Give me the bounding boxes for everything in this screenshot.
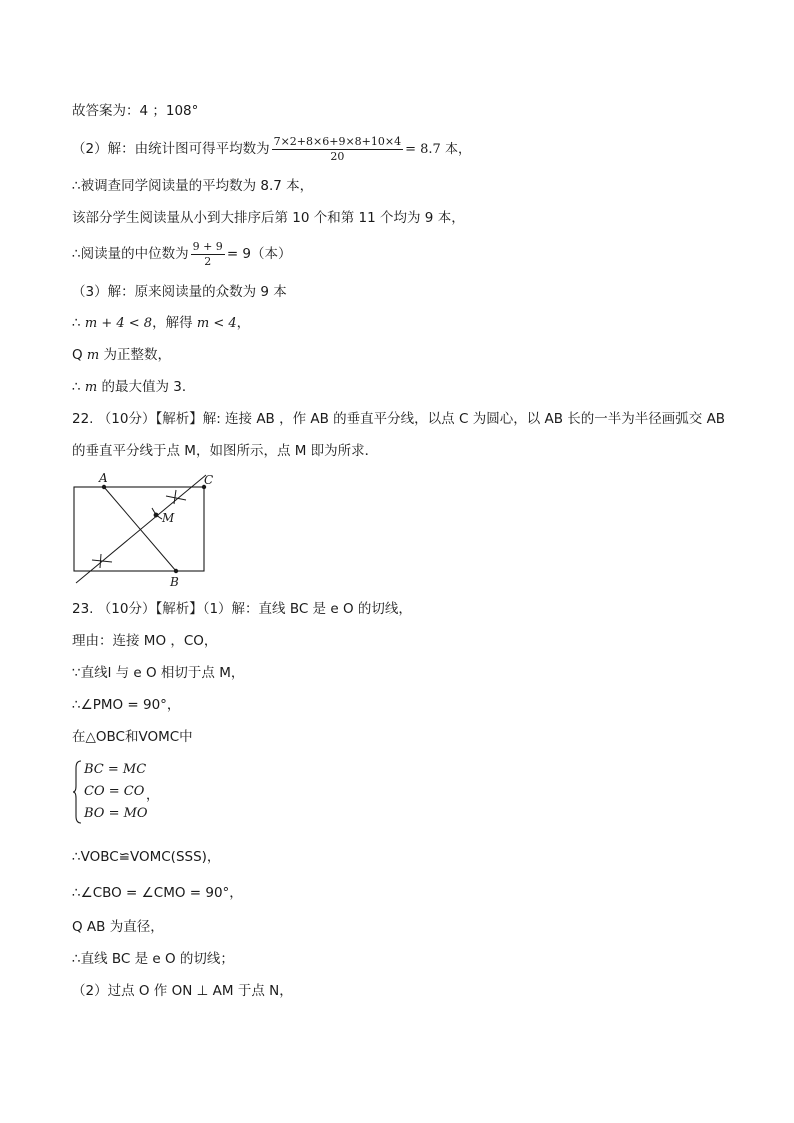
segment-ab — [104, 487, 176, 571]
answer-line-2: （2）解：由统计图可得平均数为 $\frac{7\times 2+8\times 6+9\times 8+10\times 4}{20}$ = 8.7 本， — [72, 134, 471, 163]
answer-line-3: ∴被调查同学阅读量的平均数为 8.7 本， — [72, 178, 314, 194]
answer-line-5: ∴阅读量的中位数为 $\frac{9 + 9}{2}$ = 9（本） — [72, 239, 292, 268]
answer-line-12: 23. （10分）【解析】（1）解：直线 BC 是 e O 的切线， — [72, 601, 412, 617]
answer-line-18: ∴∠CBO = ∠CMO = 90°， — [72, 885, 243, 901]
answer-line-16: 在△OBC和VOMC中 — [72, 729, 193, 745]
point-b — [174, 569, 178, 573]
arc-mark-bottom-2 — [100, 554, 101, 568]
construction-figure — [68, 470, 228, 590]
point-m — [154, 513, 159, 518]
answer-line-8: Q m 为正整数， — [72, 347, 172, 363]
mean-fraction: $\frac{7\times 2+8\times 6+9\times 8+10\times 4}{20}$ — [273, 134, 402, 163]
answer-line-15: ∴∠PMO = 90°， — [72, 697, 181, 713]
answer-line-1: 故答案为：4 ；108° — [72, 103, 199, 119]
answer-line-13: 理由：连接 MO ，CO， — [72, 633, 218, 649]
system-comma: ， — [146, 788, 160, 803]
answer-line-4: 该部分学生阅读量从小到大排序后第 10 个和第 11 个均为 9 本， — [72, 210, 465, 226]
answer-line-20: ∴直线 BC 是 e O 的切线； — [72, 951, 234, 967]
arc-mark-top-2 — [174, 490, 176, 504]
label-b: B — [170, 575, 179, 589]
answer-line-7: ∴ m + 4 < 8，解得 m < 4， — [72, 315, 251, 331]
left-brace — [72, 760, 82, 824]
answer-line-17: ∴VOBC≌VOMC(SSS)， — [72, 849, 221, 865]
answer-line-9: ∴ m 的最大值为 3． — [72, 379, 196, 395]
answer-line-21: （2）过点 O 作 ON ⊥ AM 于点 N， — [72, 983, 293, 999]
answer-line-10: 22. （10分）【解析】解: 连接 AB ，作 AB 的垂直平分线，以点 C 为圆心，以 AB 长的一半为半径画弧交 AB — [72, 411, 726, 427]
perpendicular-bisector — [76, 475, 206, 583]
answer-line-11: 的垂直平分线于点 M，如图所示，点 M 即为所求． — [72, 443, 379, 459]
answer-line-14: ∵直线l 与 e O 相切于点 M， — [72, 665, 245, 681]
label-a: A — [99, 471, 108, 485]
point-a — [102, 485, 106, 489]
median-fraction: $\frac{9 + 9}{2}$ — [192, 239, 223, 268]
system-row-1: BC = MC — [84, 762, 147, 777]
label-c: C — [204, 473, 214, 487]
answer-line-6: （3）解：原来阅读量的众数为 9 本 — [72, 284, 287, 300]
label-m: M — [162, 511, 175, 525]
system-row-3: BO = MO — [84, 806, 148, 821]
system-row-2: CO = CO — [84, 784, 145, 799]
answer-line-19: Q AB 为直径， — [72, 919, 164, 935]
